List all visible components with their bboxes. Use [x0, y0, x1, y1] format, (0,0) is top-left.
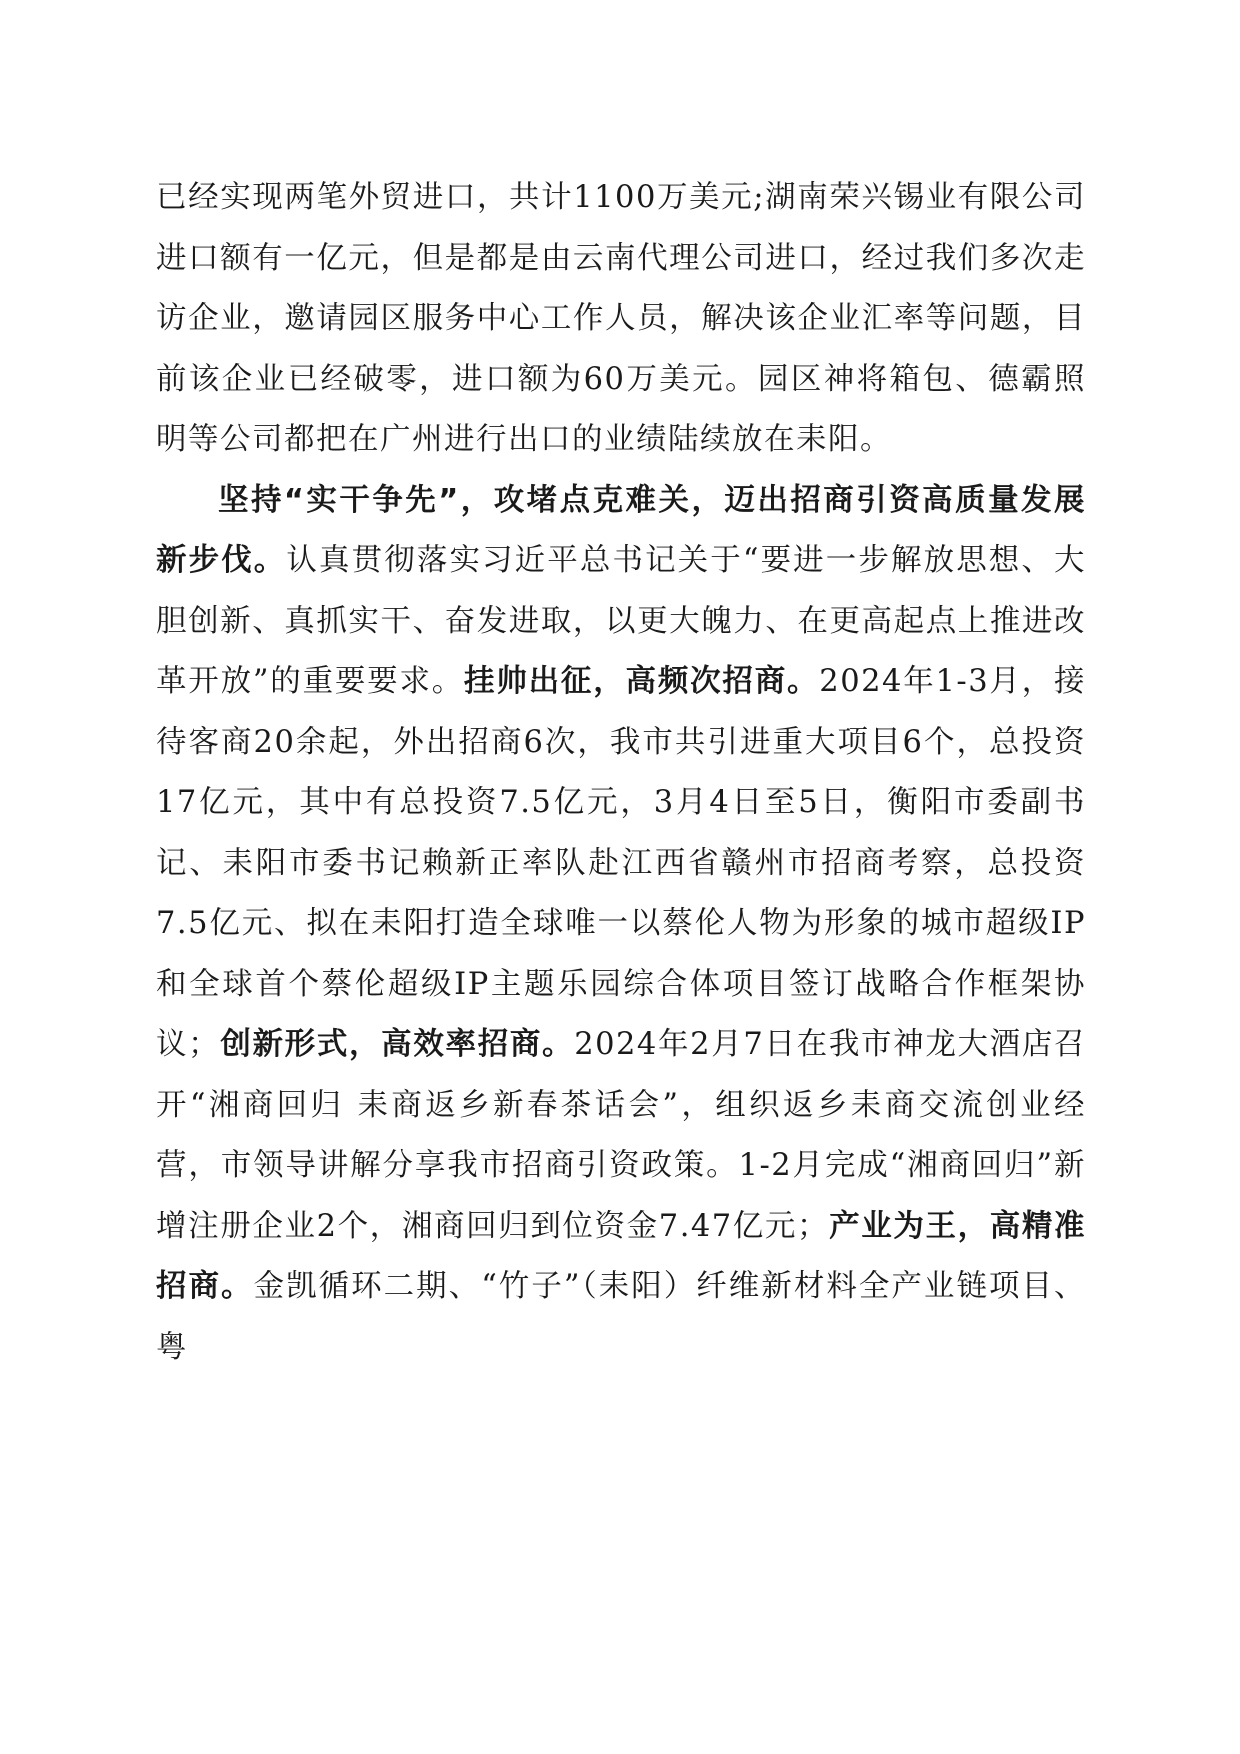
paragraph-1-text: 已经实现两笔外贸进口，共计1100万美元;湖南荣兴锡业有限公司进口额有一亿元，但是都是由云南代理公司进口，经过我们多次走访企业，邀请园区服务中心工作人员，解决该企业汇率等问题，目前该企业已经破零，进口额为60万美元。园区神将箱包、德霸照明等公司都把在广州进行出口的业绩陆续放在耒阳。	[156, 180, 1086, 457]
subheading-industry: 产业为王，高精准招商。	[156, 1208, 1086, 1304]
paragraph-import-export	[156, 168, 1086, 471]
paragraph-2-text-4: 金凯循环二期、“竹子”（耒阳）纤维新材料全产业链项目、粤	[156, 1269, 1087, 1365]
subheading-high-frequency: 挂帅出征，高频次招商。	[464, 664, 820, 699]
paragraph-2-text-2: 2024年1-3月，接待客商20余起，外出招商6次，我市共引进重大项目6个，总投资17亿元，其中有总投资7.5亿元，3月4日至5日，衡阳市委副书记、耒阳市委书记赖新正率队赴江西省赣州市招商考察，总投资7.5亿元、拟在耒阳打造全球唯一以蔡伦人物为形象的城市超级IP和全球首个蔡伦超级IP主题乐园综合体项目签订战略合作框架协议；	[156, 664, 1087, 1062]
subheading-innovation: 创新形式，高效率招商。	[220, 1027, 575, 1062]
paragraph-2-text-1: 认真贯彻落实习近平总书记关于“要进一步解放思想、大胆创新、真抓实干、奋发进取，以更大魄力、在更高起点上推进改革开放”的重要要求。	[156, 543, 1087, 699]
paragraph-2-text-3: 2024年2月7日在我市神龙大酒店召开“湘商回归 耒商返乡新春茶话会”，组织返乡耒商交流创业经营，市领导讲解分享我市招商引资政策。1-2月完成“湘商回归”新增注册企业2个，湘商回归到位资金7.47亿元；	[156, 1027, 1086, 1244]
document-body	[156, 168, 1086, 1378]
paragraph-investment	[156, 471, 1086, 1379]
section-heading: 坚持“实干争先”，攻堵点克难关，迈出招商引资高质量发展新步伐。	[156, 482, 1086, 578]
